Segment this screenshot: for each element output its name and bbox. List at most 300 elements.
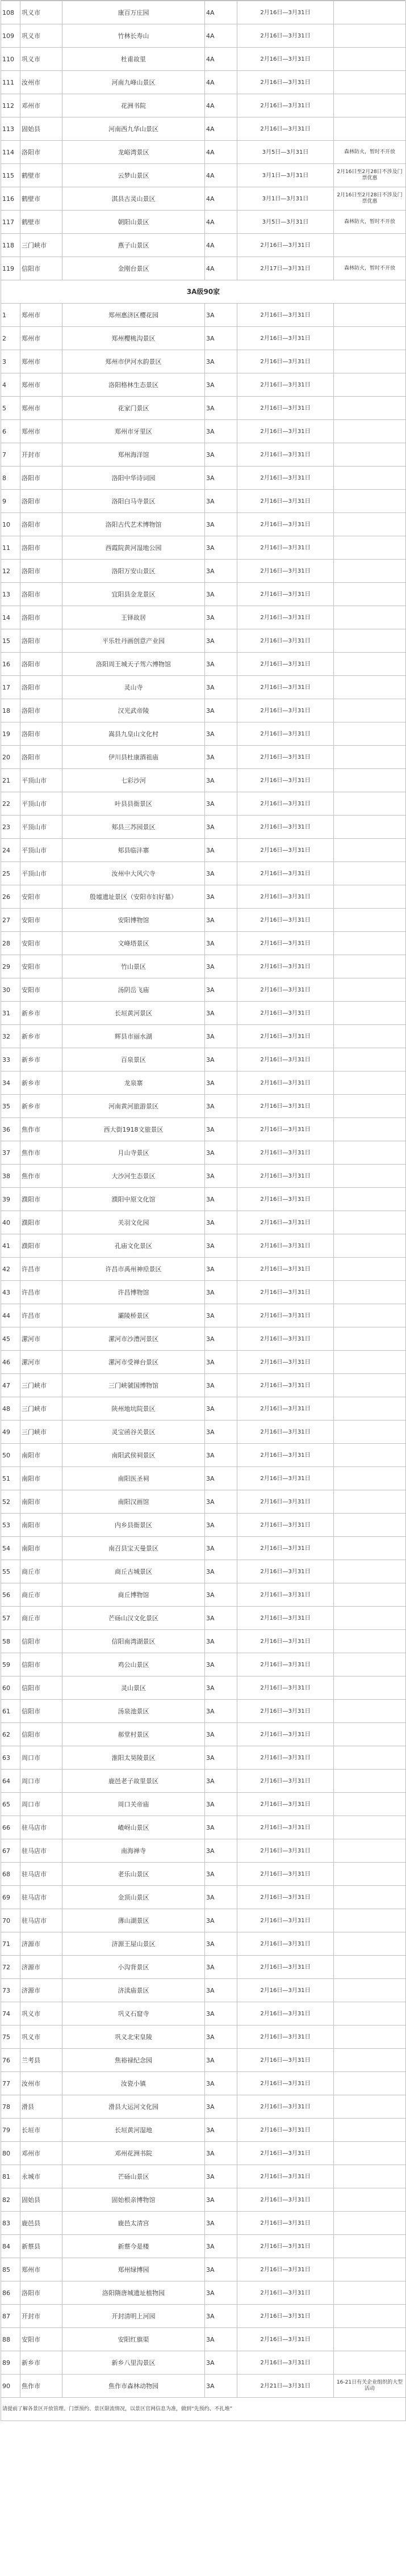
cell-spot-name: 七彩沙河 <box>62 769 205 792</box>
cell-number: 79 <box>1 2119 20 2142</box>
table-footer <box>1 2398 406 2421</box>
cell-number: 4 <box>1 373 20 397</box>
table-row <box>1 1909 406 1932</box>
cell-spot-name: 周口关帝庙 <box>62 1793 205 1816</box>
cell-number: 68 <box>1 1863 20 1886</box>
cell-spot-name: 云梦山景区 <box>62 164 205 187</box>
cell-note <box>334 1258 406 1281</box>
cell-level: 3A <box>205 1816 237 1839</box>
table-row <box>1 676 406 699</box>
cell-spot-name: 安阳博物馆 <box>62 909 205 932</box>
cell-date-range: 2月16日—3月31日 <box>237 327 334 350</box>
cell-number: 46 <box>1 1351 20 1374</box>
cell-spot-name: 洛阳万安山景区 <box>62 560 205 583</box>
cell-date-range: 2月16日—3月31日 <box>237 1979 334 2002</box>
cell-spot-name: 长垣黄河景区 <box>62 1002 205 1025</box>
cell-date-range: 2月16日—3月31日 <box>237 1537 334 1560</box>
cell-spot-name: 淇县古灵山景区 <box>62 187 205 211</box>
cell-level: 3A <box>205 629 237 653</box>
cell-date-range: 2月16日—3月31日 <box>237 1886 334 1909</box>
cell-spot-name: 郑州市伊河水韵景区 <box>62 350 205 373</box>
cell-spot-name: 郑州樱桃沟景区 <box>62 327 205 350</box>
cell-date-range: 2月16日—3月31日 <box>237 1956 334 1979</box>
cell-level: 3A <box>205 1397 237 1421</box>
cell-note <box>334 560 406 583</box>
cell-number: 78 <box>1 2095 20 2119</box>
cell-city: 南阳市 <box>20 1467 62 1490</box>
cell-note <box>334 2119 406 2142</box>
cell-note <box>334 1723 406 1746</box>
cell-date-range: 2月16日—3月31日 <box>237 699 334 722</box>
cell-level: 4A <box>205 94 237 117</box>
cell-date-range: 2月16日—3月31日 <box>237 1234 334 1258</box>
cell-spot-name: 杜甫故里 <box>62 48 205 71</box>
cell-number: 47 <box>1 1374 20 1397</box>
cell-number: 74 <box>1 2002 20 2025</box>
table-row <box>1 490 406 513</box>
cell-spot-name: 殷墟遗址景区（安阳市妇好墓） <box>62 885 205 909</box>
cell-number: 44 <box>1 1304 20 1327</box>
cell-number: 75 <box>1 2025 20 2049</box>
cell-level: 3A <box>205 1234 237 1258</box>
cell-level: 3A <box>205 1676 237 1700</box>
cell-note: 16-21日有关企业组织的大型活动 <box>334 2375 406 2398</box>
cell-number: 112 <box>1 94 20 117</box>
cell-city: 信阳市 <box>20 1700 62 1723</box>
cell-number: 30 <box>1 978 20 1002</box>
cell-note <box>334 350 406 373</box>
cell-note <box>334 792 406 816</box>
cell-level: 3A <box>205 676 237 699</box>
cell-city: 郑州市 <box>20 420 62 443</box>
cell-date-range: 2月16日—3月31日 <box>237 1002 334 1025</box>
cell-note <box>334 2049 406 2072</box>
cell-level: 3A <box>205 560 237 583</box>
cell-level: 3A <box>205 2328 237 2351</box>
cell-number: 40 <box>1 1211 20 1234</box>
cell-date-range: 3月1日—3月31日 <box>237 164 334 187</box>
cell-city: 平顶山市 <box>20 862 62 885</box>
table-row <box>1 2165 406 2188</box>
cell-spot-name: 南阳医圣祠 <box>62 1467 205 1490</box>
cell-date-range: 2月16日—3月31日 <box>237 2165 334 2188</box>
cell-note <box>334 327 406 350</box>
cell-city: 巩义市 <box>20 24 62 48</box>
cell-spot-name: 固始根亲博物馆 <box>62 2188 205 2212</box>
cell-spot-name: 河南黄河旅游景区 <box>62 1095 205 1118</box>
cell-city: 永城市 <box>20 2165 62 2188</box>
cell-date-range: 2月16日—3月31日 <box>237 1211 334 1234</box>
cell-date-range: 2月16日—3月31日 <box>237 909 334 932</box>
cell-note <box>334 2095 406 2119</box>
table-row <box>1 955 406 978</box>
cell-level: 4A <box>205 234 237 257</box>
cell-note <box>334 1630 406 1653</box>
cell-spot-name: 郑州惠济区樱花园 <box>62 304 205 327</box>
cell-date-range: 2月16日—3月31日 <box>237 1723 334 1746</box>
cell-spot-name: 汤阴岳飞庙 <box>62 978 205 1002</box>
cell-city: 濮阳市 <box>20 1234 62 1258</box>
cell-date-range: 2月16日—3月31日 <box>237 1839 334 1863</box>
cell-level: 3A <box>205 513 237 536</box>
cell-spot-name: 关羽文化园 <box>62 1211 205 1234</box>
cell-city: 新乡市 <box>20 1002 62 1025</box>
table-row <box>1 1444 406 1467</box>
cell-number: 38 <box>1 1165 20 1188</box>
cell-level: 3A <box>205 2351 237 2375</box>
cell-number: 50 <box>1 1444 20 1467</box>
cell-spot-name: 金刚台景区 <box>62 257 205 280</box>
cell-level: 3A <box>205 373 237 397</box>
cell-number: 72 <box>1 1956 20 1979</box>
cell-number: 53 <box>1 1514 20 1537</box>
cell-city: 巩义市 <box>20 2002 62 2025</box>
cell-note <box>334 1863 406 1886</box>
cell-date-range: 2月16日—3月31日 <box>237 373 334 397</box>
cell-note <box>334 1886 406 1909</box>
table-row <box>1 1118 406 1141</box>
cell-date-range: 2月16日—3月31日 <box>237 2235 334 2258</box>
cell-date-range: 2月16日—3月31日 <box>237 1444 334 1467</box>
cell-spot-name: 郏县临沣寨 <box>62 839 205 862</box>
cell-number: 69 <box>1 1886 20 1909</box>
table-row <box>1 141 406 164</box>
cell-spot-name: 焦作市森林动物园 <box>62 2375 205 2398</box>
cell-city: 周口市 <box>20 1746 62 1770</box>
cell-level: 3A <box>205 1048 237 1071</box>
table-row <box>1 1839 406 1863</box>
cell-date-range: 2月16日—3月31日 <box>237 2328 334 2351</box>
cell-number: 35 <box>1 1095 20 1118</box>
cell-city: 安阳市 <box>20 932 62 955</box>
cell-date-range: 2月16日—3月31日 <box>237 2072 334 2095</box>
cell-number: 64 <box>1 1770 20 1793</box>
cell-city: 济源市 <box>20 1932 62 1956</box>
cell-date-range: 2月16日—3月31日 <box>237 24 334 48</box>
cell-date-range: 2月16日—3月31日 <box>237 1095 334 1118</box>
table-row <box>1 71 406 94</box>
cell-city: 新乡市 <box>20 1025 62 1048</box>
table-row <box>1 2072 406 2095</box>
cell-note <box>334 234 406 257</box>
cell-level: 3A <box>205 909 237 932</box>
cell-note <box>334 1560 406 1583</box>
cell-level: 3A <box>205 2095 237 2119</box>
cell-spot-name: 河南西九华山景区 <box>62 117 205 141</box>
cell-note <box>334 2281 406 2305</box>
cell-city: 洛阳市 <box>20 513 62 536</box>
cell-note <box>334 443 406 467</box>
cell-date-range: 3月5日—3月31日 <box>237 141 334 164</box>
cell-note: 森林防火，暂时不开放 <box>334 257 406 280</box>
cell-number: 28 <box>1 932 20 955</box>
cell-date-range: 2月16日—3月31日 <box>237 2351 334 2375</box>
table-row <box>1 373 406 397</box>
cell-note <box>334 397 406 420</box>
footer-row <box>1 2398 406 2421</box>
cell-number: 13 <box>1 583 20 606</box>
cell-note <box>334 2235 406 2258</box>
cell-number: 49 <box>1 1421 20 1444</box>
cell-level: 3A <box>205 304 237 327</box>
cell-city: 洛阳市 <box>20 629 62 653</box>
table-row <box>1 1327 406 1351</box>
table-row <box>1 1630 406 1653</box>
cell-spot-name: 安阳红旗渠 <box>62 2328 205 2351</box>
cell-level: 4A <box>205 1 237 24</box>
cell-number: 52 <box>1 1490 20 1514</box>
cell-number: 62 <box>1 1723 20 1746</box>
table-row <box>1 722 406 746</box>
cell-number: 116 <box>1 187 20 211</box>
cell-level: 3A <box>205 1653 237 1676</box>
cell-level: 3A <box>205 1583 237 1607</box>
cell-number: 20 <box>1 746 20 769</box>
cell-spot-name: 郑州市牙里区 <box>62 420 205 443</box>
cell-number: 61 <box>1 1700 20 1723</box>
cell-number: 9 <box>1 490 20 513</box>
table-row <box>1 327 406 350</box>
table-row <box>1 2235 406 2258</box>
cell-number: 115 <box>1 164 20 187</box>
cell-spot-name: 灵山寺 <box>62 676 205 699</box>
cell-spot-name: 西大街1918文旅景区 <box>62 1118 205 1141</box>
table-row <box>1 1723 406 1746</box>
cell-date-range: 2月16日—3月31日 <box>237 420 334 443</box>
cell-city: 平顶山市 <box>20 769 62 792</box>
table-row <box>1 2212 406 2235</box>
cell-date-range: 2月16日—3月31日 <box>237 1700 334 1723</box>
cell-date-range: 2月16日—3月31日 <box>237 1327 334 1351</box>
cell-spot-name: 龙泉寨 <box>62 1071 205 1095</box>
cell-number: 87 <box>1 2305 20 2328</box>
cell-note: 森林防火，暂时不开放 <box>334 211 406 234</box>
cell-number: 60 <box>1 1676 20 1700</box>
cell-date-range: 2月16日—3月31日 <box>237 1304 334 1327</box>
table-row <box>1 1351 406 1374</box>
cell-date-range: 2月16日—3月31日 <box>237 1258 334 1281</box>
cell-city: 平顶山市 <box>20 839 62 862</box>
cell-level: 3A <box>205 2188 237 2212</box>
cell-date-range: 2月16日—3月31日 <box>237 1374 334 1397</box>
cell-number: 6 <box>1 420 20 443</box>
table-row <box>1 48 406 71</box>
cell-note <box>334 71 406 94</box>
cell-number: 21 <box>1 769 20 792</box>
cell-city: 三门峡市 <box>20 1421 62 1444</box>
cell-city: 许昌市 <box>20 1258 62 1281</box>
cell-spot-name: 济渎庙景区 <box>62 1979 205 2002</box>
cell-spot-name: 金顶山景区 <box>62 1886 205 1909</box>
cell-city: 安阳市 <box>20 978 62 1002</box>
cell-note <box>334 94 406 117</box>
cell-spot-name: 汝瓷小镇 <box>62 2072 205 2095</box>
cell-note <box>334 978 406 1002</box>
cell-spot-name: 巩义北宋皇陵 <box>62 2025 205 2049</box>
cell-spot-name: 洛阳周王城天子驾六博物馆 <box>62 653 205 676</box>
cell-spot-name: 商丘博物馆 <box>62 1583 205 1607</box>
cell-city: 兰考县 <box>20 2049 62 2072</box>
cell-number: 14 <box>1 606 20 629</box>
cell-city: 洛阳市 <box>20 653 62 676</box>
cell-number: 65 <box>1 1793 20 1816</box>
cell-date-range: 2月16日—3月31日 <box>237 1630 334 1653</box>
cell-city: 洛阳市 <box>20 722 62 746</box>
cell-number: 82 <box>1 2188 20 2212</box>
cell-city: 汝州市 <box>20 71 62 94</box>
cell-number: 83 <box>1 2212 20 2235</box>
cell-date-range: 2月16日—3月31日 <box>237 629 334 653</box>
cell-note <box>334 1421 406 1444</box>
cell-level: 3A <box>205 443 237 467</box>
cell-note <box>334 2212 406 2235</box>
cell-number: 66 <box>1 1816 20 1839</box>
cell-spot-name: 大沙河生态景区 <box>62 1165 205 1188</box>
cell-level: 3A <box>205 1746 237 1770</box>
cell-number: 33 <box>1 1048 20 1071</box>
table-row <box>1 792 406 816</box>
cell-city: 驻马店市 <box>20 1909 62 1932</box>
cell-date-range: 2月16日—3月31日 <box>237 560 334 583</box>
cell-level: 4A <box>205 141 237 164</box>
table-row <box>1 1793 406 1816</box>
cell-level: 4A <box>205 164 237 187</box>
cell-spot-name: 信阳南湾湖景区 <box>62 1630 205 1653</box>
table-row <box>1 1932 406 1956</box>
cell-number: 2 <box>1 327 20 350</box>
cell-spot-name: 长垣黄河湿地 <box>62 2119 205 2142</box>
table-row <box>1 2002 406 2025</box>
cell-city: 郑州市 <box>20 350 62 373</box>
cell-note <box>334 2072 406 2095</box>
cell-note <box>334 1048 406 1071</box>
cell-level: 4A <box>205 48 237 71</box>
cell-level: 3A <box>205 746 237 769</box>
table-row <box>1 606 406 629</box>
cell-note <box>334 1676 406 1700</box>
table-row <box>1 1165 406 1188</box>
cell-number: 108 <box>1 1 20 24</box>
cell-note <box>334 24 406 48</box>
cell-note <box>334 304 406 327</box>
cell-city: 鹿邑县 <box>20 2212 62 2235</box>
cell-city: 焦作市 <box>20 1165 62 1188</box>
cell-date-range: 2月16日—3月31日 <box>237 513 334 536</box>
cell-city: 南阳市 <box>20 1514 62 1537</box>
cell-note <box>334 1956 406 1979</box>
cell-city: 三门峡市 <box>20 234 62 257</box>
cell-spot-name: 伊川县杜康酒祖庙 <box>62 746 205 769</box>
table-row <box>1 1095 406 1118</box>
cell-note <box>334 1653 406 1676</box>
cell-city: 商丘市 <box>20 1583 62 1607</box>
cell-number: 31 <box>1 1002 20 1025</box>
cell-level: 3A <box>205 1421 237 1444</box>
cell-spot-name: 平乐牡丹画创意产业园 <box>62 629 205 653</box>
cell-level: 3A <box>205 2258 237 2281</box>
cell-city: 鹤壁市 <box>20 187 62 211</box>
table-row <box>1 699 406 722</box>
cell-level: 3A <box>205 816 237 839</box>
cell-spot-name: 西霞院黄河湿地公园 <box>62 536 205 560</box>
table-row <box>1 420 406 443</box>
cell-level: 3A <box>205 1351 237 1374</box>
cell-note <box>334 1979 406 2002</box>
cell-number: 11 <box>1 536 20 560</box>
cell-level: 3A <box>205 1374 237 1397</box>
cell-city: 开封市 <box>20 2305 62 2328</box>
cell-note <box>334 373 406 397</box>
cell-spot-name: 洛阳古代艺术博物馆 <box>62 513 205 536</box>
cell-spot-name: 三门峡虢国博物馆 <box>62 1374 205 1397</box>
table-row <box>1 932 406 955</box>
cell-level: 3A <box>205 1863 237 1886</box>
cell-level: 4A <box>205 71 237 94</box>
cell-number: 19 <box>1 722 20 746</box>
cell-level: 4A <box>205 24 237 48</box>
cell-date-range: 2月16日—3月31日 <box>237 1421 334 1444</box>
table-row <box>1 1071 406 1095</box>
table-row <box>1 2328 406 2351</box>
cell-level: 3A <box>205 1304 237 1327</box>
cell-level: 3A <box>205 1211 237 1234</box>
cell-number: 36 <box>1 1118 20 1141</box>
table-row <box>1 467 406 490</box>
cell-note <box>334 699 406 722</box>
cell-level: 3A <box>205 350 237 373</box>
cell-note <box>334 1839 406 1863</box>
cell-city: 洛阳市 <box>20 467 62 490</box>
cell-note <box>334 1118 406 1141</box>
cell-number: 81 <box>1 2165 20 2188</box>
table-row <box>1 513 406 536</box>
section-header-row <box>1 280 406 304</box>
cell-level: 4A <box>205 117 237 141</box>
cell-city: 漯河市 <box>20 1327 62 1351</box>
cell-city: 安阳市 <box>20 885 62 909</box>
cell-number: 70 <box>1 1909 20 1932</box>
cell-number: 43 <box>1 1281 20 1304</box>
cell-level: 3A <box>205 1932 237 1956</box>
cell-date-range: 2月16日—3月31日 <box>237 1351 334 1374</box>
cell-city: 固始县 <box>20 117 62 141</box>
cell-date-range: 2月16日—3月31日 <box>237 1490 334 1514</box>
cell-city: 开封市 <box>20 443 62 467</box>
cell-number: 85 <box>1 2258 20 2281</box>
cell-spot-name: 嵖岈山景区 <box>62 1816 205 1839</box>
cell-number: 80 <box>1 2142 20 2165</box>
cell-level: 3A <box>205 1071 237 1095</box>
cell-note <box>334 1141 406 1165</box>
cell-spot-name: 南阳汉画馆 <box>62 1490 205 1514</box>
cell-spot-name: 叶县县衙景区 <box>62 792 205 816</box>
cell-date-range: 2月16日—3月31日 <box>237 490 334 513</box>
cell-date-range: 2月16日—3月31日 <box>237 234 334 257</box>
table-row <box>1 978 406 1002</box>
cell-note <box>334 1025 406 1048</box>
cell-spot-name: 花洲书院 <box>62 94 205 117</box>
cell-city: 信阳市 <box>20 1723 62 1746</box>
cell-date-range: 2月16日—3月31日 <box>237 2142 334 2165</box>
cell-number: 90 <box>1 2375 20 2398</box>
cell-city: 周口市 <box>20 1793 62 1816</box>
cell-number: 111 <box>1 71 20 94</box>
cell-city: 巩义市 <box>20 48 62 71</box>
table-row <box>1 211 406 234</box>
cell-number: 8 <box>1 467 20 490</box>
cell-note <box>334 1 406 24</box>
table-row <box>1 1676 406 1700</box>
